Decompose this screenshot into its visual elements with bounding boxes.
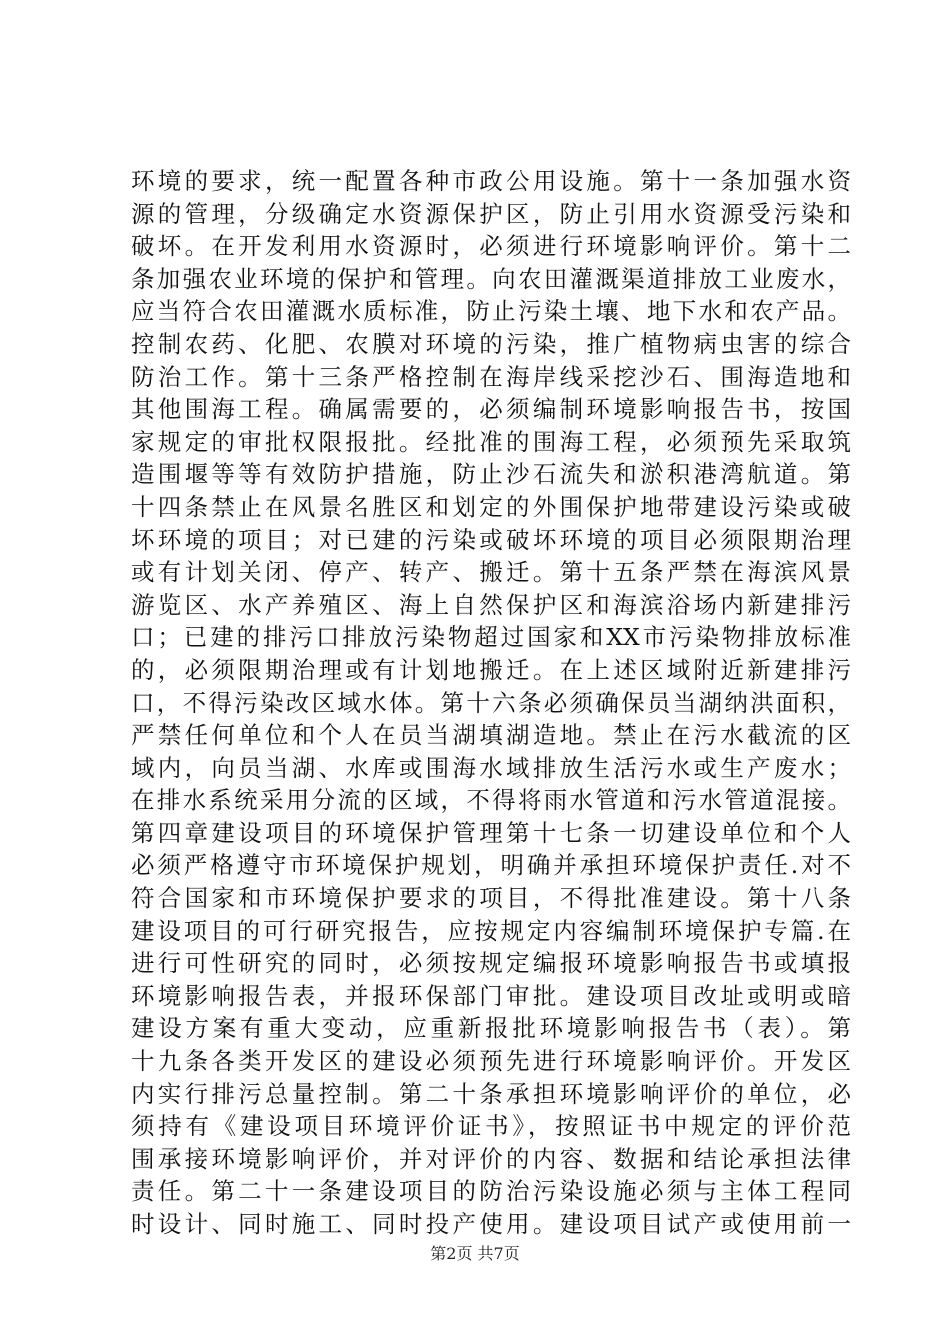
text-line: 的，必须限期治理或有计划地搬迁。在上述区域附近新建排污 [131,655,851,684]
text-line: 家规定的审批权限报批。经批准的围海工程，必须预先采取筑 [131,427,851,456]
text-line: 在排水系统采用分流的区域，不得将雨水管道和污水管道混接。 [131,786,851,815]
text-line: 口，不得污染改区域水体。第十六条必须确保员当湖纳洪面积， [131,688,851,717]
text-line: 严禁任何单位和个人在员当湖填湖造地。禁止在污水截流的区 [131,721,851,750]
text-line: 应当符合农田灌溉水质标准，防止污染土壤、地下水和农产品。 [131,297,851,326]
text-line: 建设方案有重大变动，应重新报批环境影响报告书（表）。第 [131,1014,851,1043]
text-line: 游览区、水产养殖区、海上自然保护区和海滨浴场内新建排污 [131,590,851,619]
text-line: 必须严格遵守市环境保护规划，明确并承担环境保护责任.对不 [131,851,851,880]
text-line: 第四章建设项目的环境保护管理第十七条一切建设单位和个人 [131,818,851,847]
text-line: 十九条各类开发区的建设必须预先进行环境影响评价。开发区 [131,1047,851,1076]
text-line: 须持有《建设项目环境评价证书》，按照证书中规定的评价范 [131,1112,851,1141]
text-line: 环境的要求，统一配置各种市政公用设施。第十一条加强水资 [131,167,851,195]
text-line: 进行可性研究的同时，必须按规定编报环境影响报告书或填报 [131,949,851,978]
text-line: 环境影响报告表，并报环保部门审批。建设项目改址或明或暗 [131,981,851,1010]
text-line: 或有计划关闭、停产、转产、搬迁。第十五条严禁在海滨风景 [131,558,851,587]
text-line: 坏环境的项目；对已建的污染或破坏环境的项目必须限期治理 [131,525,851,554]
text-line: 控制农药、化肥、农膜对环境的污染，推广植物病虫害的综合 [131,329,851,358]
text-line: 域内，向员当湖、水库或围海水域排放生活污水或生产废水； [131,753,851,782]
text-line: 时设计、同时施工、同时投产使用。建设项目试产或使用前一 [131,1210,851,1238]
text-line: 建设项目的可行研究报告，应按规定内容编制环境保护专篇.在 [131,916,851,945]
text-line: 条加强农业环境的保护和管理。向农田灌溉渠道排放工业废水， [131,264,851,293]
text-line: 十四条禁止在风景名胜区和划定的外围保护地带建设污染或破 [131,492,851,521]
text-line: 破坏。在开发利用水资源时，必须进行环境影响评价。第十二 [131,232,851,261]
text-line: 造围堰等等有效防护措施，防止沙石流失和淤积港湾航道。第 [131,460,851,489]
text-line: 内实行排污总量控制。第二十条承担环境影响评价的单位，必 [131,1079,851,1108]
body-text [131,165,851,1241]
page-number-footer: 第2页 共7页 [430,1244,520,1263]
text-line: 围承接环境影响评价，并对评价的内容、数据和结论承担法律 [131,1144,851,1173]
text-line: 责任。第二十一条建设项目的防治污染设施必须与主体工程同 [131,1177,851,1206]
text-line: 口；已建的排污口排放污染物超过国家和XX市污染物排放标准 [131,623,851,652]
text-line: 其他围海工程。确属需要的，必须编制环境影响报告书，按国 [131,395,851,424]
text-line: 符合国家和市环境保护要求的项目，不得批准建设。第十八条 [131,884,851,913]
text-line: 源的管理，分级确定水资源保护区，防止引用水资源受污染和 [131,199,851,228]
text-line: 防治工作。第十三条严格控制在海岸线采挖沙石、围海造地和 [131,362,851,391]
